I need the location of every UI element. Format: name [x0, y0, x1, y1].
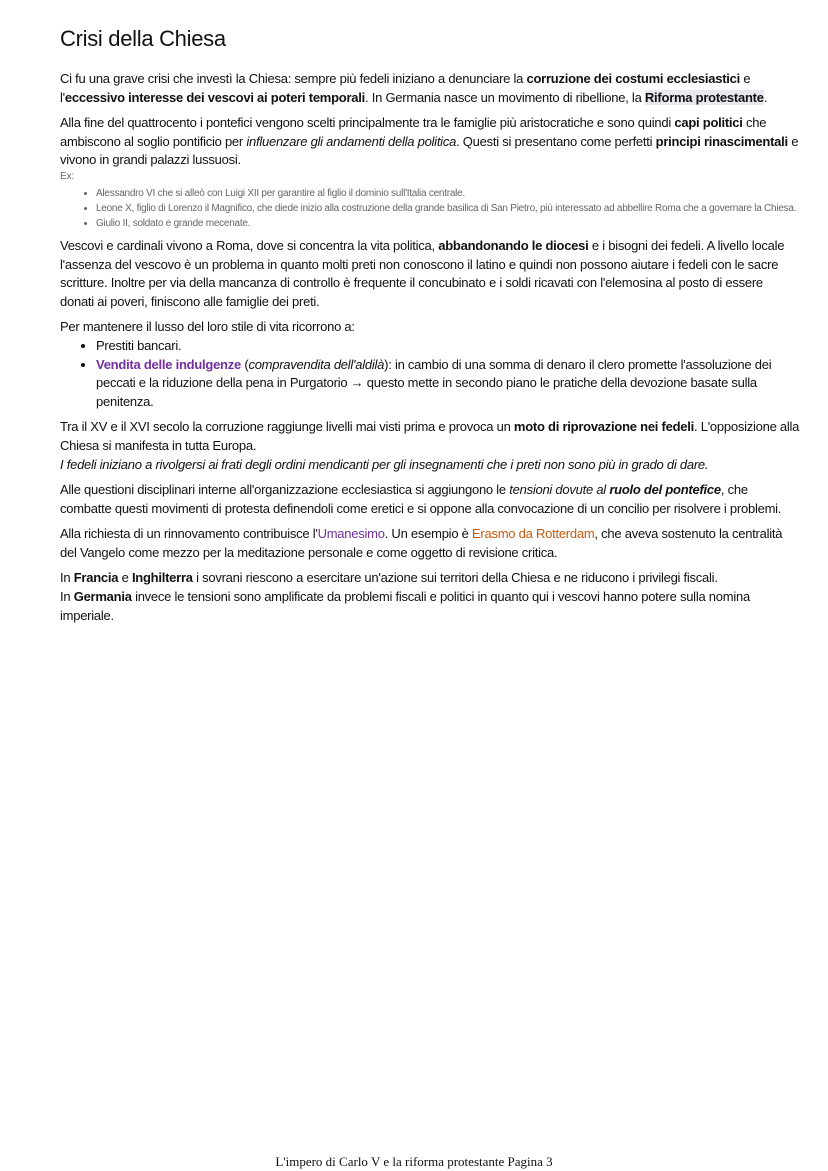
document-body: [60, 70, 800, 625]
emphasized-text: capi politici: [674, 115, 743, 131]
paragraph: [60, 418, 800, 474]
emphasized-text: I fedeli iniziano a rivolgersi ai frati degli ordini mendicanti per gli insegnamenti che i preti non sono più in grado di dare.: [60, 456, 709, 472]
emphasized-text: Francia: [73, 570, 119, 586]
list-item: [96, 186, 800, 201]
emphasized-text: influenzare gli andamenti della politica: [246, 133, 457, 149]
paragraph: [60, 70, 800, 107]
emphasized-text: compravendita dell'aldilà: [248, 356, 385, 372]
list-item: [96, 337, 800, 356]
page-title: Crisi della Chiesa: [60, 26, 226, 51]
text-run: Giulio II, soldato e grande mecenate.: [96, 217, 251, 229]
paragraph: [60, 237, 800, 311]
emphasized-text: Riforma protestante: [644, 89, 764, 105]
text-run: .: [763, 89, 768, 105]
paragraph: [60, 170, 800, 184]
text-run: In: [60, 589, 74, 605]
paragraph: [60, 569, 800, 625]
emphasized-text: corruzione dei costumi ecclesiastici: [526, 71, 741, 86]
emphasized-text: Vendita delle indulgenze: [96, 356, 241, 372]
text-run: Tra il XV e il XVI secolo la corruzione raggiunge livelli mai visti prima e provoca un: [60, 419, 514, 435]
paragraph: [60, 525, 800, 562]
text-run: Alla fine del quattrocento i pontefici vengono scelti principalmente tra le famiglie più aristocratiche e sono quindi: [60, 115, 675, 131]
text-run: . Questi si presentano come perfetti: [456, 133, 656, 149]
text-run: . L'opposizione alla Chiesa si manifesta in tutta Europa.: [60, 419, 800, 453]
page-footer: L'impero di Carlo V e la riforma protestante Pagina 3: [275, 1154, 553, 1169]
text-run: Vescovi e cardinali vivono a Roma, dove si concentra la vita politica,: [60, 237, 439, 253]
emphasized-text: moto di riprovazione nei fedeli: [513, 419, 694, 435]
text-run: ): in cambio di una somma di denaro il clero promette l'assoluzione dei peccati e la riduzione della pena in Purgatorio → questo mette in secondo piano le pratiche della devozione basate sulla penitenza.: [96, 356, 772, 409]
text-run: Leone X, figlio di Lorenzo il Magnifico, che diede inizio alla costruzione della grande basilica di San Pietro, più interessato ad abbellire Roma che a governare la Chiesa.: [96, 202, 797, 214]
text-run: Alla richiesta di un rinnovamento contribuisce l': [60, 526, 318, 542]
bullet-list: [60, 337, 800, 411]
emphasized-text: Germania: [73, 589, 132, 605]
text-run: . Un esempio è: [384, 526, 472, 542]
text-run: , che aveva sostenuto la centralità del Vangelo come mezzo per la meditazione personale e come oggetto di revisione critica.: [60, 526, 783, 560]
paragraph: [60, 318, 800, 337]
list-item: [96, 201, 800, 216]
list-item: [96, 356, 800, 412]
text-run: Ex:: [60, 170, 75, 182]
text-run: invece le tensioni sono amplificate da problemi fiscali e politici in quanto qui i vescovi hanno potere sulla nomina imperiale.: [60, 589, 750, 623]
text-run: Alle questioni disciplinari interne all'organizzazione ecclesiastica si aggiungono le: [60, 482, 510, 498]
emphasized-text: Umanesimo: [317, 526, 385, 542]
text-run: , che combatte questi movimenti di protesta definendoli come eretici e si oppone alla convocazione di un concilio per risolvere i problemi.: [60, 482, 782, 516]
text-run: Alessandro VI che si alleò con Luigi XII per garantire al figlio il dominio sull'Italia centrale.: [96, 187, 465, 199]
text-run: e: [118, 570, 132, 586]
text-run: Ci fu una grave crisi che investì la Chiesa: sempre più fedeli iniziano a denunciare la: [60, 71, 527, 86]
emphasized-text: principi rinascimentali: [655, 133, 788, 149]
emphasized-text: ruolo del pontefice: [609, 482, 721, 498]
emphasized-text: Erasmo da Rotterdam: [472, 526, 595, 542]
text-run: e l': [60, 71, 751, 105]
text-run: In: [60, 570, 74, 586]
text-run: Per mantenere il lusso del loro stile di vita ricorrono a:: [60, 319, 355, 335]
text-run: e vivono in grandi palazzi lussuosi.: [60, 133, 799, 168]
paragraph: [60, 481, 800, 518]
emphasized-text: eccessivo interesse dei vescovi ai poteri temporali: [64, 89, 366, 105]
emphasized-text: abbandonando le diocesi: [438, 237, 589, 253]
text-run: . In Germania nasce un movimento di ribellione, la: [365, 89, 645, 105]
emphasized-text: tensioni dovute al: [509, 482, 610, 498]
text-run: che ambiscono al soglio pontificio per: [60, 115, 767, 149]
text-run: e i bisogni dei fedeli. A livello locale l'assenza del vescovo è un problema in quanto molti preti non conoscono il latino e quindi non possono aiutare i fedeli con le sacre scritture. Inoltre per via della mancanza di controllo è frequente il concubinato e i soldi ricavati con l'elemosina al posto di essere donati ai poveri, finiscono alle famiglie dei preti.: [60, 237, 785, 309]
text-run: i sovrani riescono a esercitare un'azione sui territori della Chiesa e ne riducono i privilegi fiscali.: [192, 570, 718, 586]
document-page: [60, 26, 800, 632]
paragraph: [60, 114, 800, 170]
emphasized-text: Inghilterra: [131, 570, 193, 586]
list-item: [96, 216, 800, 231]
text-run: Prestiti bancari.: [96, 337, 182, 353]
text-run: (: [240, 356, 249, 372]
bullet-list: [60, 186, 800, 231]
